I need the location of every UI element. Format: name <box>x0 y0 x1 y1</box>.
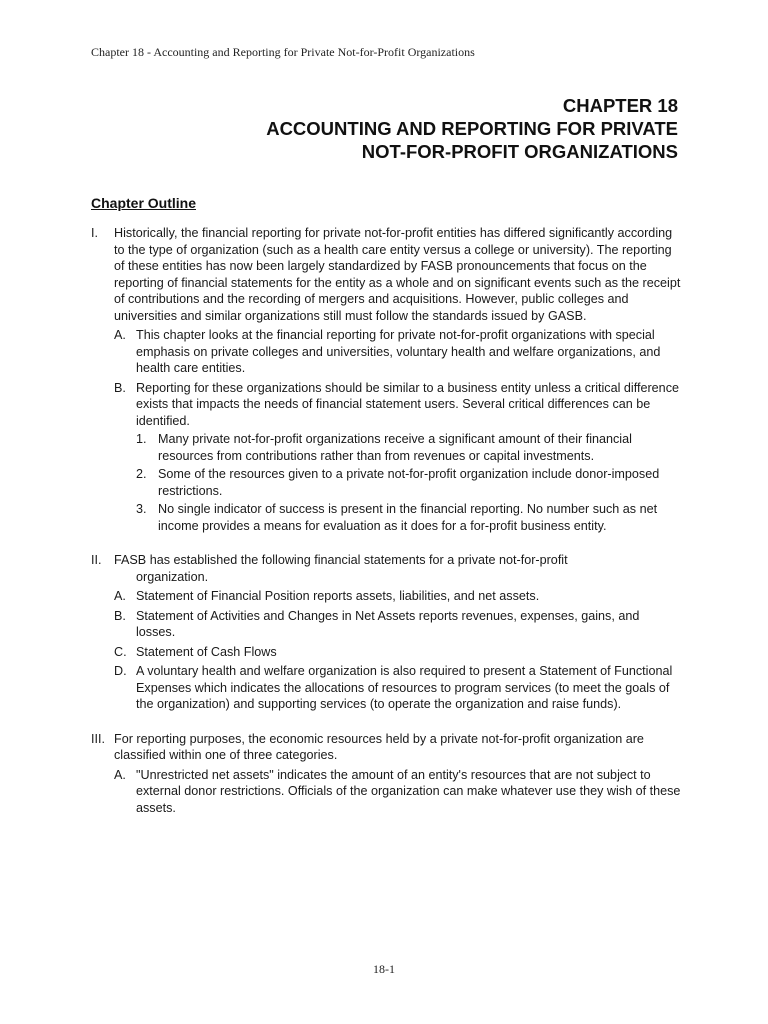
item-letter: A. <box>114 328 126 342</box>
section-text <box>114 552 681 585</box>
item-text: Statement of Financial Position reports assets, liabilities, and net assets. <box>136 589 540 603</box>
item-letter: A. <box>114 589 126 603</box>
section-text: Historically, the financial reporting for private not-for-profit entities has differed significantly according to the type of organization (such as a health care entity versus a college or university). The reporting of these entities has now been largely standardized by FASB pronouncements that focus on the reporting of financial statements for the entity as a whole and on significant events such as the receipt of contributions and the recording of mergers and acquisitions. However, public colleges and universities and similar organizations still must follow the standards issued by GASB. <box>114 226 681 323</box>
outline-item-1b <box>114 380 681 430</box>
section-text: For reporting purposes, the economic resources held by a private not-for-profit organization are classified within one of three categories. <box>114 731 644 762</box>
outline-item-2b <box>114 608 681 641</box>
section-text-line-1: FASB has established the following financial statements for a private not-for-profit <box>114 553 568 567</box>
item-text: No single indicator of success is present in the financial reporting. No number such as net income provides a means for evaluation as it does for a for-profit business entity. <box>158 502 658 533</box>
item-text: A voluntary health and welfare organization is also required to present a Statement of Functional Expenses which indicates the allocations of resources to program services (to meet the goals of the organization) and supporting services (to operate the organization and raise funds). <box>136 664 673 711</box>
chapter-title-line-1: ACCOUNTING AND REPORTING FOR PRIVATE <box>266 118 678 139</box>
outline-item-1b-1 <box>136 431 681 464</box>
section-spacer <box>91 713 681 731</box>
outline-item-3a <box>114 767 681 817</box>
section-number: III. <box>91 731 105 746</box>
chapter-number: CHAPTER 18 <box>562 95 678 116</box>
outline-item-2c <box>114 644 681 661</box>
chapter-title <box>266 94 678 163</box>
item-number: 2. <box>136 467 147 481</box>
section-spacer <box>91 534 681 552</box>
item-letter: A. <box>114 767 126 782</box>
section-number: II. <box>91 553 102 567</box>
outline-item-2a <box>114 588 681 605</box>
item-text: Some of the resources given to a private not-for-profit organization include donor-imposed restrictions. <box>158 467 660 498</box>
outline-section-3 <box>91 731 681 764</box>
outline-item-1b-2 <box>136 466 681 499</box>
outline-item-1b-3 <box>136 501 681 534</box>
item-letter: D. <box>114 664 127 678</box>
item-letter: B. <box>114 380 126 395</box>
item-text: Many private not-for-profit organizations receive a significant amount of their financial resources from contributions rather than from revenues or capital investments. <box>158 432 632 463</box>
item-text: Statement of Activities and Changes in Net Assets reports revenues, expenses, gains, and losses. <box>136 608 640 639</box>
item-text: Statement of Cash Flows <box>136 644 277 659</box>
running-header: Chapter 18 - Accounting and Reporting for Private Not-for-Profit Organizations <box>91 45 475 59</box>
outline-body <box>91 225 681 816</box>
item-text: Reporting for these organizations should be similar to a business entity unless a critical difference exists that impacts the needs of financial statement users. Several critical differences can be identified. <box>136 380 679 428</box>
outline-heading: Chapter Outline <box>91 195 197 211</box>
section-number: I. <box>91 226 98 240</box>
section-text-line-2: organization. <box>136 569 209 584</box>
page-number: 18-1 <box>373 962 395 976</box>
outline-section-2 <box>91 552 681 585</box>
item-number: 1. <box>136 432 147 446</box>
outline-item-1a <box>114 327 681 377</box>
chapter-title-line-2: NOT-FOR-PROFIT ORGANIZATIONS <box>361 141 678 162</box>
item-letter: C. <box>114 644 127 659</box>
item-letter: B. <box>114 608 126 623</box>
item-text: "Unrestricted net assets" indicates the amount of an entity's resources that are not subject to external donor restrictions. Officials of the organization can make whatever use they wish of these assets. <box>136 767 681 815</box>
item-text: This chapter looks at the financial reporting for private not-for-profit organizations with special emphasis on private colleges and universities, voluntary health and welfare organizations, and health care entities. <box>136 328 661 375</box>
outline-item-2d <box>114 663 681 713</box>
outline-section-1 <box>91 225 681 324</box>
item-number: 3. <box>136 502 147 516</box>
